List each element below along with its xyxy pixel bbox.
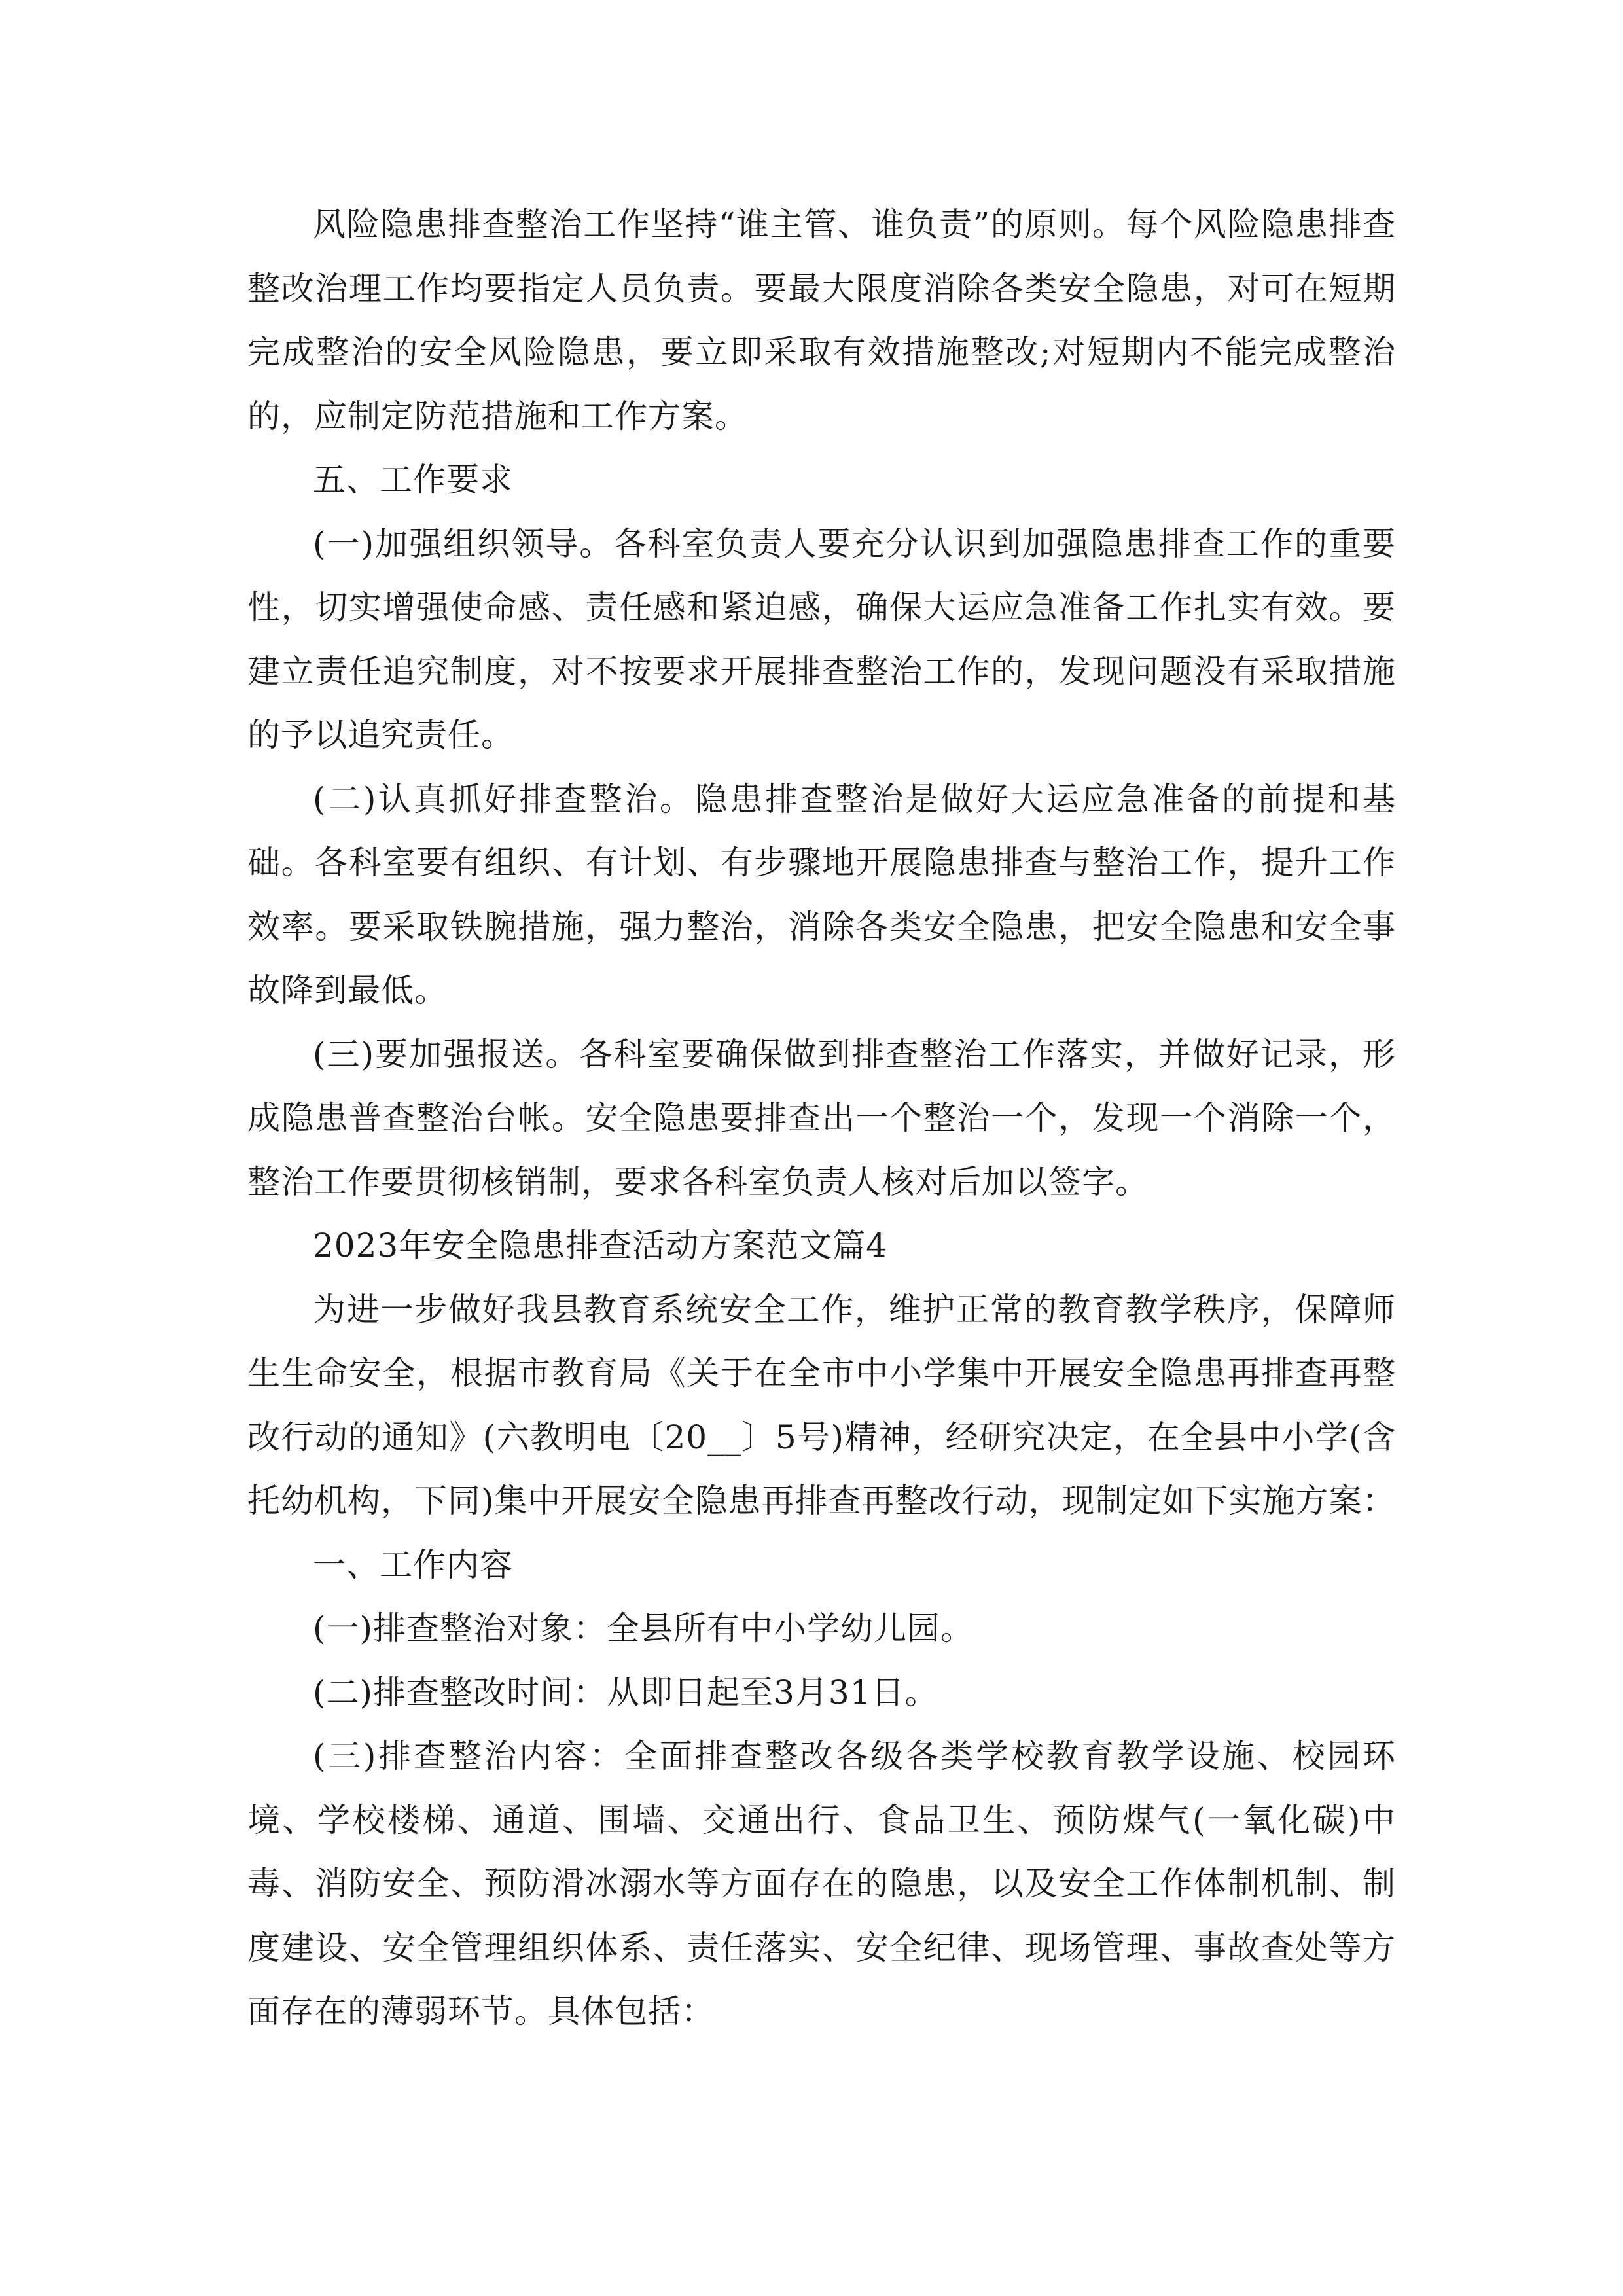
section-heading-work-content: 一、工作内容 [313, 1545, 513, 1584]
paragraph-requirement-1: (一)加强组织领导。各科室负责人要充分认识到加强隐患排查工作的重要性，切实增强使命感、责任感和紧迫感，确保大运应急准备工作扎实有效。要建立责任追究制度，对不按要求开展排查整治工作的，发现问题没有采取措施的予以追究责任。 [247, 524, 1396, 754]
document-body [247, 193, 1396, 2044]
section-heading-work-requirements: 五、工作要求 [313, 461, 513, 499]
paragraph-target: (一)排查整治对象：全县所有中小学幼儿园。 [313, 1609, 974, 1647]
paragraph-requirement-2: (二)认真抓好排查整治。隐患排查整治是做好大运应急准备的前提和基础。各科室要有组织、有计划、有步骤地开展隐患排查与整治工作，提升工作效率。要采取铁腕措施，强力整治，消除各类安全隐患，把安全隐患和安全事故降到最低。 [247, 780, 1396, 1009]
paragraph-timeframe: (二)排查整改时间：从即日起至3月31日。 [313, 1673, 938, 1712]
paragraph-risk-principle: 风险隐患排查整治工作坚持“谁主管、谁负责”的原则。每个风险隐患排查整改治理工作均要指定人员负责。要最大限度消除各类安全隐患，对可在短期完成整治的安全风险隐患，要立即采取有效措施整改;对短期内不能完成整治的，应制定防范措施和工作方案。 [247, 206, 1396, 435]
article-title: 2023年安全隐患排查活动方案范文篇4 [313, 1227, 888, 1265]
paragraph-introduction: 为进一步做好我县教育系统安全工作，维护正常的教育教学秩序，保障师生生命安全，根据市教育局《关于在全市中小学集中开展安全隐患再排查再整改行动的通知》(六教明电〔20__〕5号)精神，经研究决定，在全县中小学(含托幼机构，下同)集中开展安全隐患再排查再整改行动，现制定如下实施方案： [247, 1290, 1396, 1520]
paragraph-requirement-3: (三)要加强报送。各科室要确保做到排查整治工作落实，并做好记录，形成隐患普查整治台帐。安全隐患要排查出一个整治一个，发现一个消除一个，整治工作要贯彻核销制，要求各科室负责人核对后加以签字。 [247, 1035, 1396, 1201]
paragraph-scope: (三)排查整治内容：全面排查整改各级各类学校教育教学设施、校园环境、学校楼梯、通道、围墙、交通出行、食品卫生、预防煤气(一氧化碳)中毒、消防安全、预防滑冰溺水等方面存在的隐患，以及安全工作体制机制、制度建设、安全管理组织体系、责任落实、安全纪律、现场管理、事故查处等方面存在的薄弱环节。具体包括： [247, 1737, 1396, 2030]
